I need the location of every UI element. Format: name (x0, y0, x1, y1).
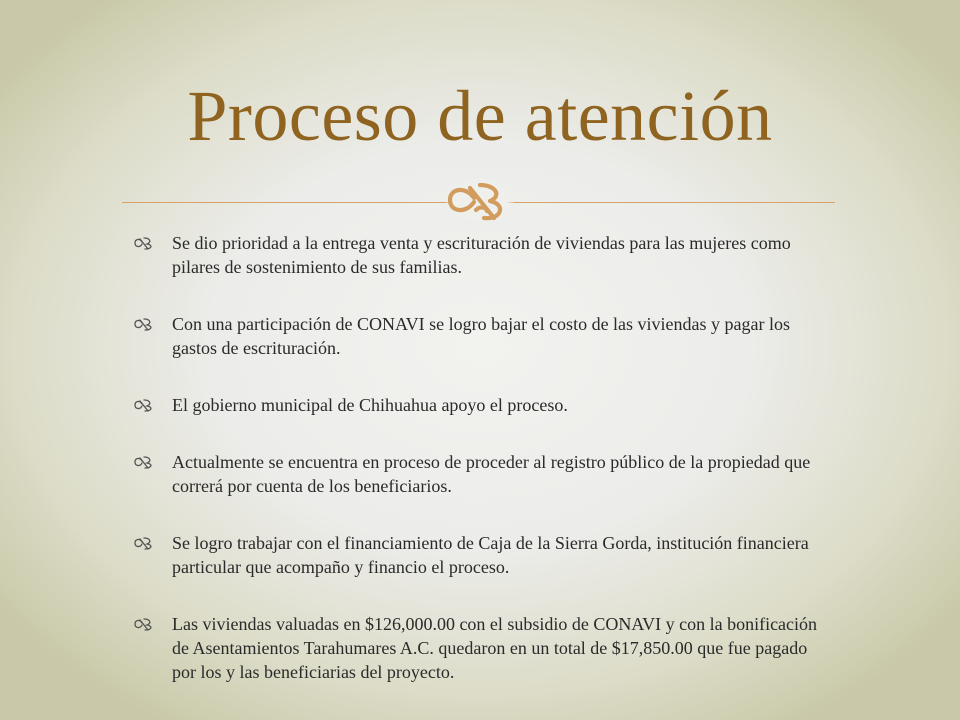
bullet-text: Las viviendas valuadas en $126,000.00 con el subsidio de CONAVI y con la bonificación de Asentamientos Tarahumares A.C. quedaron en un total de $17,850.00 que fue pagado por los y las beneficiarias del proyecto. (172, 614, 818, 682)
flourish-bullet-icon (134, 236, 154, 250)
bullet-item (134, 231, 834, 279)
bullet-item (134, 612, 834, 684)
bullet-text: Se logro trabajar con el financiamiento de Caja de la Sierra Gorda, institución financiera particular que acompaño y financio el proceso. (172, 533, 809, 577)
bullet-item (134, 450, 834, 498)
bullet-text: El gobierno municipal de Chihuahua apoyo el proceso. (172, 395, 568, 415)
bullet-text: Se dio prioridad a la entrega venta y escrituración de viviendas para las mujeres como pilares de sostenimiento de sus familias. (172, 233, 791, 277)
bullet-text: Con una participación de CONAVI se logro bajar el costo de las viviendas y pagar los gastos de escrituración. (172, 314, 791, 358)
flourish-bullet-icon (134, 398, 154, 412)
bullet-text: Actualmente se encuentra en proceso de proceder al registro público de la propiedad que correrá por cuenta de los beneficiarios. (172, 452, 811, 496)
flourish-bullet-icon (134, 536, 154, 550)
bullet-item (134, 312, 834, 360)
bullet-item (134, 393, 834, 417)
flourish-bullet-icon (134, 617, 154, 631)
slide-title: Proceso de atención (187, 76, 773, 156)
bullet-item (134, 531, 834, 579)
flourish-icon (444, 176, 516, 224)
flourish-bullet-icon (134, 455, 154, 469)
flourish-bullet-icon (134, 317, 154, 331)
bullet-list (134, 231, 834, 684)
